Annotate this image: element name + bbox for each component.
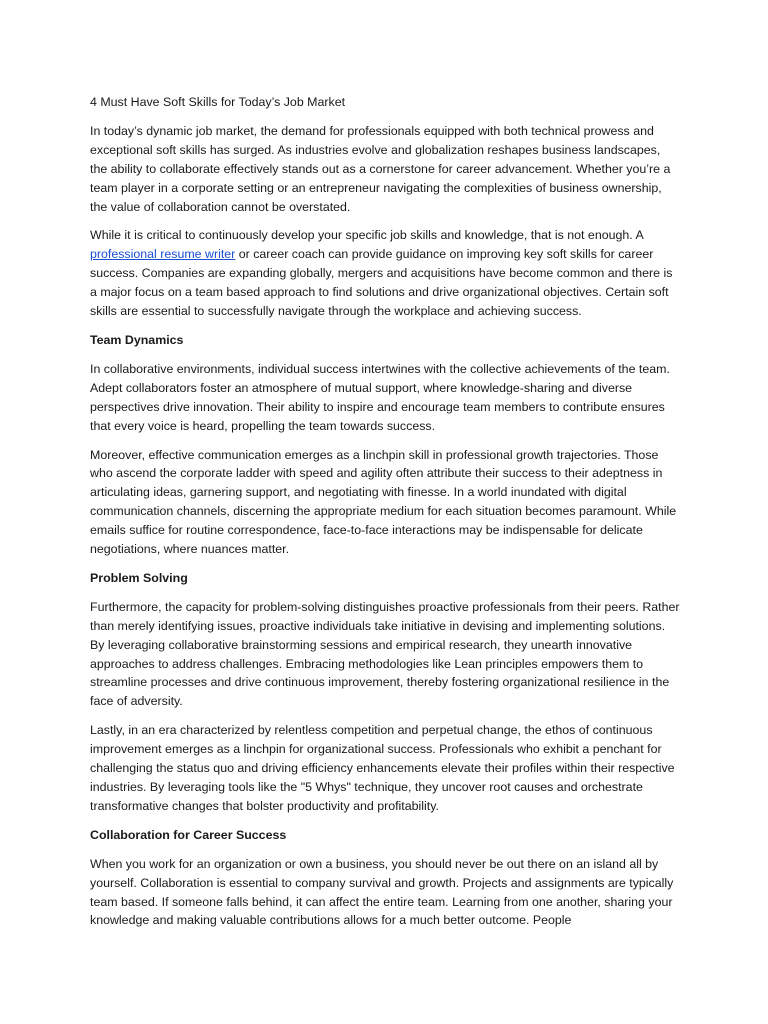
team-dynamics-paragraph-1: In collaborative environments, individual success intertwines with the collective achievements of the team. Adept collaborators foster an atmosphere of mutual support, where knowledge-sharing and diverse perspectives drive innovation. Their ability to inspire and encourage team members to contribute ensures that every voice is heard, propelling the team towards success. <box>90 361 670 433</box>
paragraph-text-before-link: While it is critical to continuously develop your specific job skills and knowledge, that is not enough. A <box>90 228 644 243</box>
problem-solving-paragraph-2: Lastly, in an era characterized by relentless competition and perpetual change, the ethos of continuous improvement emerges as a linchpin for organizational success. Professionals who exhibit a penchant for challenging the status quo and driving efficiency enhancements elevate their profiles within their respective industries. By leveraging tools like the "5 Whys" technique, they uncover root causes and orchestrate transformative changes that bolster productivity and profitability. <box>90 723 675 813</box>
resume-writer-paragraph <box>90 226 680 321</box>
document-page <box>90 93 680 940</box>
team-dynamics-heading: Team Dynamics <box>90 332 184 347</box>
team-dynamics-paragraph-2: Moreover, effective communication emerges as a linchpin skill in professional growth trajectories. Those who ascend the corporate ladder with speed and agility often attribute their success to their adeptness in articulating ideas, garnering support, and negotiating with finesse. In a world inundated with digital communication channels, discerning the appropriate medium for each situation becomes paramount. While emails suffice for routine correspondence, face-to-face interactions may be indispensable for delicate negotiations, where nuances matter. <box>90 447 677 557</box>
problem-solving-heading: Problem Solving <box>90 570 188 585</box>
intro-paragraph: In today’s dynamic job market, the demand for professionals equipped with both technical prowess and exceptional soft skills has surged. As industries evolve and globalization reshapes business landscapes, the ability to collaborate effectively stands out as a cornerstone for career advancement. Whether you’re a team player in a corporate setting or an entrepreneur navigating the complexities of business ownership, the value of collaboration cannot be overstated. <box>90 123 671 214</box>
collaboration-paragraph-1: When you work for an organization or own a business, you should never be out there on an island all by yourself. Collaboration is essential to company survival and growth. Projects and assignments are typically team based. If someone falls behind, it can affect the entire team. Learning from one another, sharing your knowledge and making valuable contributions allows for a much better outcome. People <box>90 856 674 928</box>
problem-solving-paragraph-1: Furthermore, the capacity for problem-solving distinguishes proactive professionals from their peers. Rather than merely identifying issues, proactive individuals take initiative in devising and implementing solutions. By leveraging collaborative brainstorming sessions and empirical research, they unearth innovative approaches to address challenges. Embracing methodologies like Lean principles empowers them to streamline processes and drive continuous improvement, thereby fostering organizational resilience in the face of adversity. <box>90 599 680 709</box>
professional-resume-writer-link[interactable]: professional resume writer <box>90 247 236 262</box>
collaboration-heading: Collaboration for Career Success <box>90 827 287 842</box>
paragraph-text-after-link: or career coach can provide guidance on improving key soft skills for career success. Companies are expanding globally, mergers and acquisitions have become common and there is a major focus on a team based approach to find solutions and drive organizational objectives. Certain soft skills are essential to successfully navigate through the workplace and achieving success. <box>90 247 673 319</box>
document-title: 4 Must Have Soft Skills for Today’s Job Market <box>90 95 346 109</box>
